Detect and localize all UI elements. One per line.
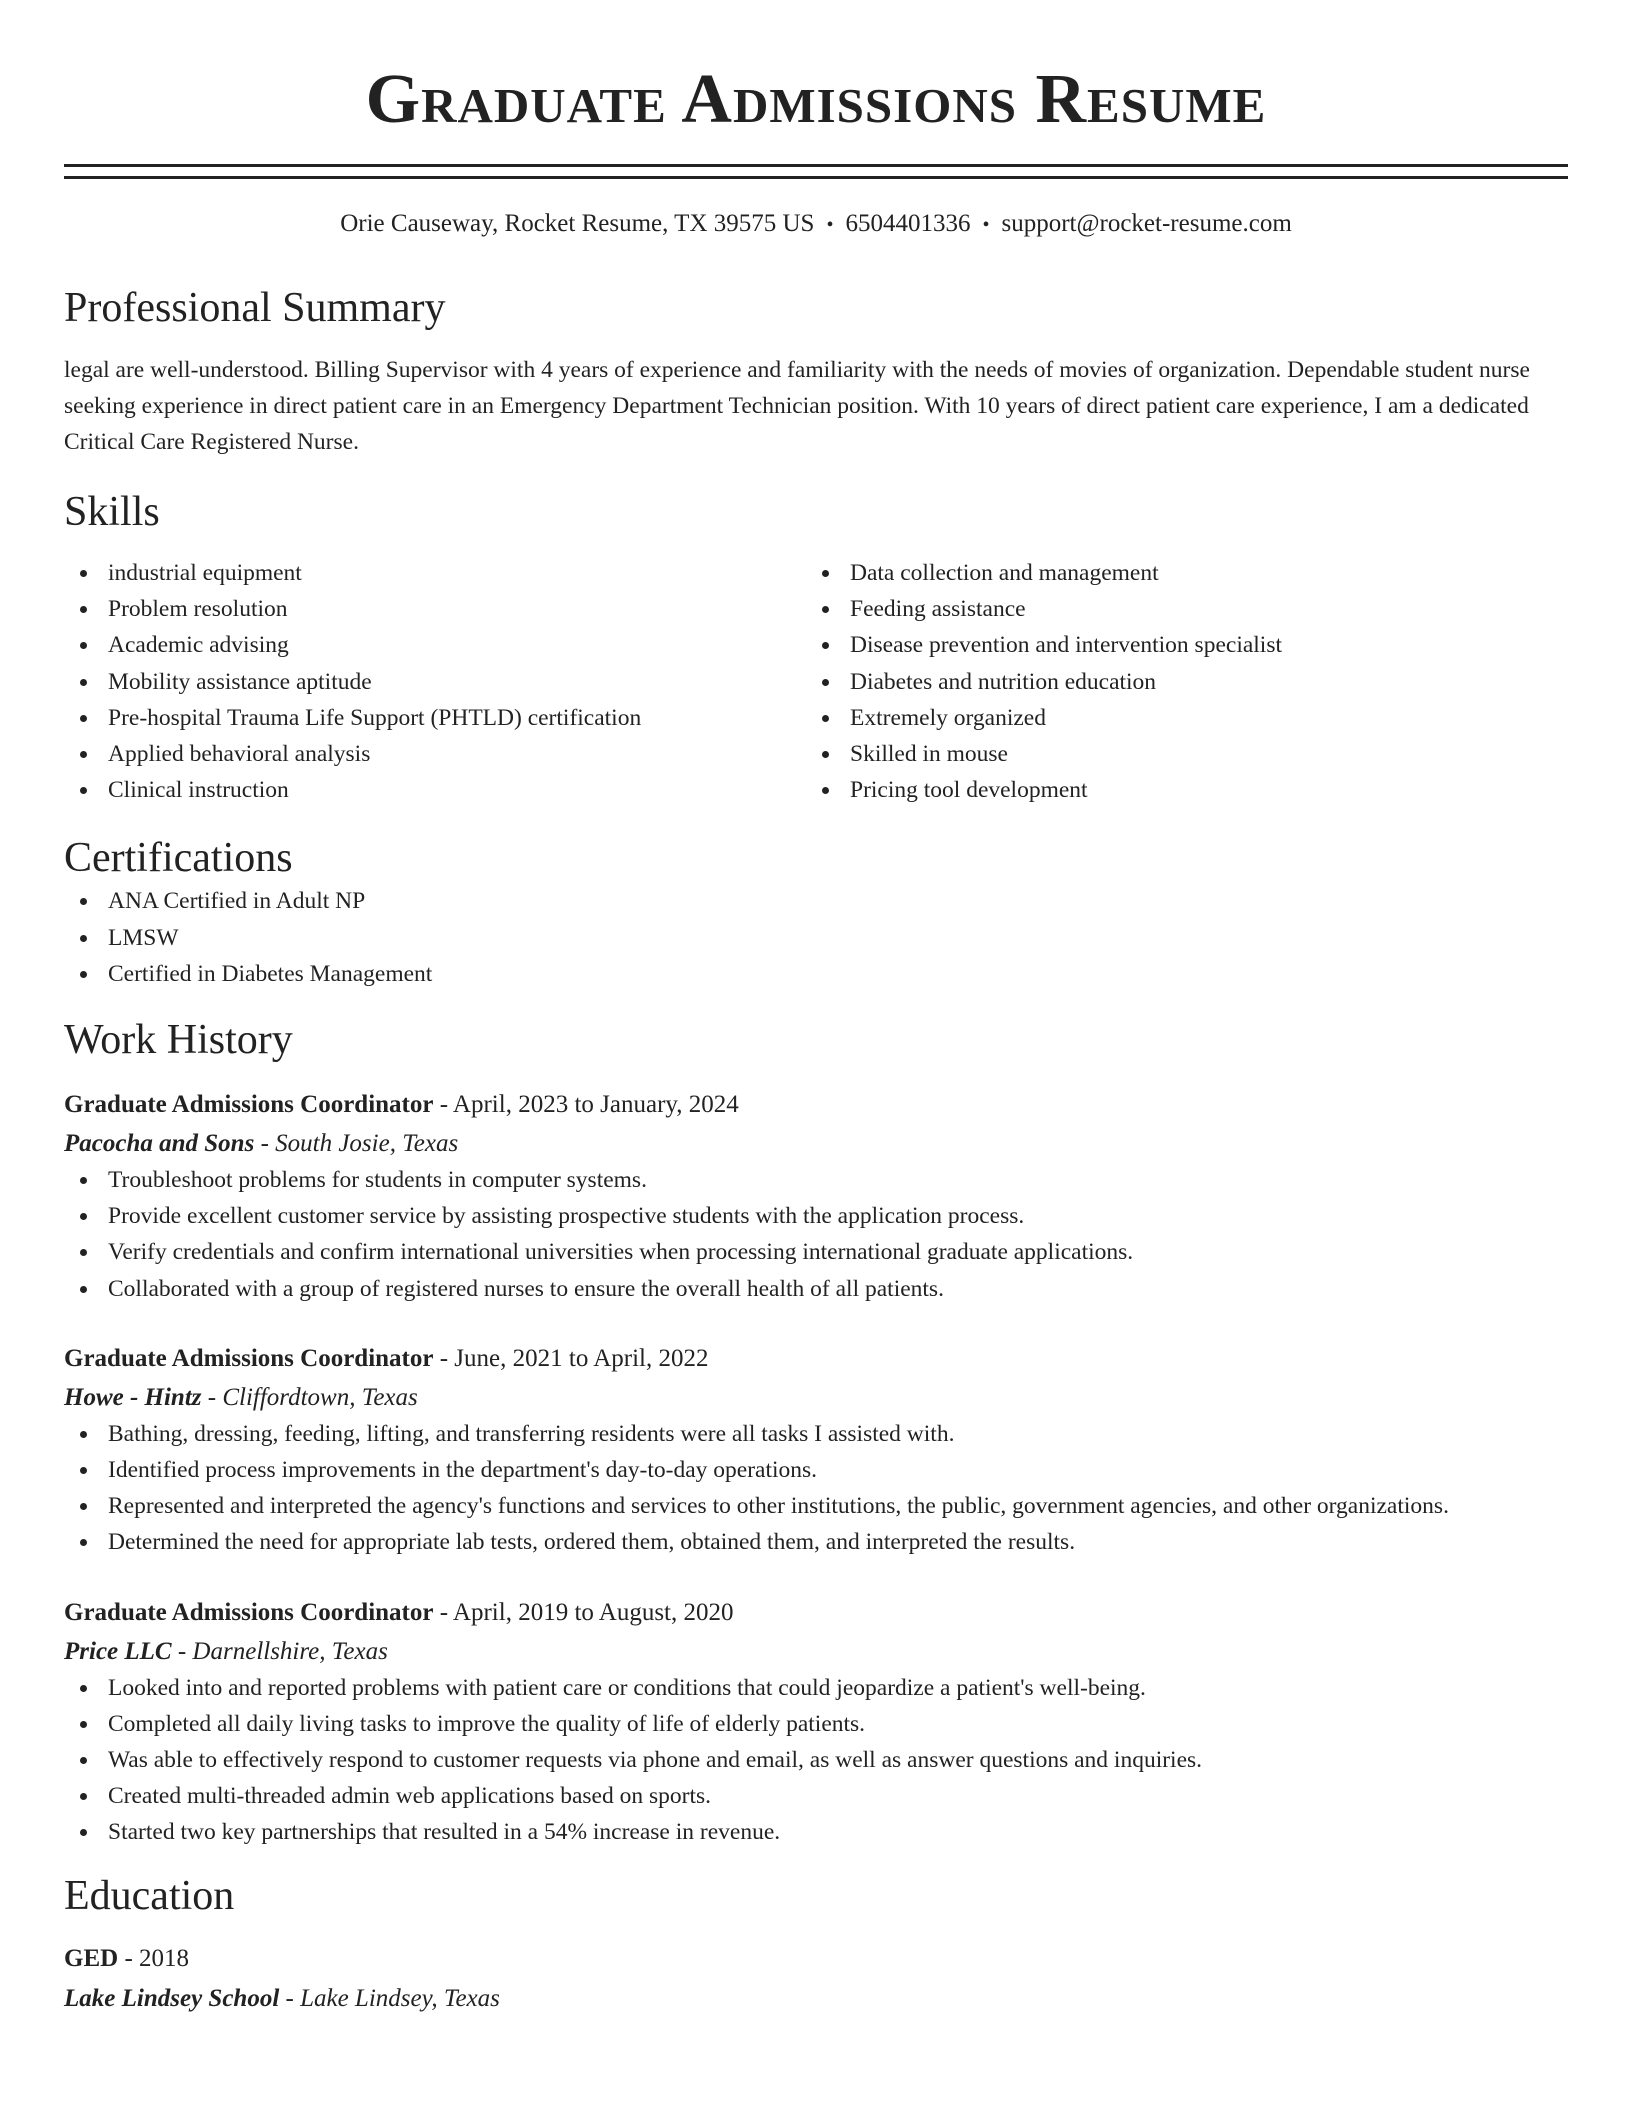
job-location: - South Josie, Texas bbox=[254, 1130, 459, 1158]
resume-page bbox=[64, 0, 1568, 2017]
job-role: Graduate Admissions Coordinator bbox=[64, 1598, 434, 1626]
job-duty-item: Looked into and reported problems with patient care or conditions that could jeopardize a patient's well-being. bbox=[64, 1670, 1568, 1706]
skill-item: Feeding assistance bbox=[806, 591, 1548, 627]
job-duty-item: Completed all daily living tasks to improve the quality of life of elderly patients. bbox=[64, 1706, 1568, 1742]
separator-dot: • bbox=[826, 214, 834, 236]
skill-item: Skilled in mouse bbox=[806, 736, 1548, 772]
job-role: Graduate Admissions Coordinator bbox=[64, 1344, 434, 1372]
job-entry bbox=[64, 1341, 1568, 1561]
education-year: - 2018 bbox=[118, 1944, 190, 1972]
certification-item: LMSW bbox=[64, 920, 1568, 956]
skill-item: Clinical instruction bbox=[64, 772, 806, 808]
job-company-line bbox=[64, 1126, 1568, 1162]
work-history-heading: Work History bbox=[64, 1017, 293, 1064]
job-location: - Darnellshire, Texas bbox=[171, 1637, 388, 1665]
job-company-line bbox=[64, 1634, 1568, 1670]
skill-item: Data collection and management bbox=[806, 555, 1548, 591]
skills-right-list bbox=[806, 555, 1548, 808]
certifications-heading: Certifications bbox=[64, 835, 293, 882]
job-duty-item: Identified process improvements in the department's day-to-day operations. bbox=[64, 1452, 1568, 1488]
job-title-line bbox=[64, 1087, 1568, 1123]
education-school-line bbox=[64, 1981, 1568, 2017]
education-school: Lake Lindsey School bbox=[64, 1984, 280, 2012]
job-company: Pacocha and Sons bbox=[64, 1130, 255, 1158]
education-heading: Education bbox=[64, 1872, 235, 1919]
job-duty-item: Determined the need for appropriate lab tests, ordered them, obtained them, and interpreted the results. bbox=[64, 1524, 1568, 1560]
job-duties-list bbox=[64, 1670, 1568, 1851]
job-company-line bbox=[64, 1380, 1568, 1416]
job-duty-item: Troubleshoot problems for students in computer systems. bbox=[64, 1162, 1568, 1198]
education-entry bbox=[64, 1941, 1568, 2017]
title-divider bbox=[64, 164, 1568, 179]
skill-item: Mobility assistance aptitude bbox=[64, 664, 806, 700]
job-duty-item: Started two key partnerships that resulted in a 54% increase in revenue. bbox=[64, 1814, 1568, 1850]
separator-dot: • bbox=[982, 214, 990, 236]
job-duties-list bbox=[64, 1162, 1568, 1307]
skill-item: Extremely organized bbox=[806, 700, 1548, 736]
job-duty-item: Collaborated with a group of registered nurses to ensure the overall health of all patients. bbox=[64, 1271, 1568, 1307]
contact-line bbox=[64, 207, 1568, 242]
summary-heading: Professional Summary bbox=[64, 285, 446, 331]
job-company: Howe - Hintz bbox=[64, 1383, 202, 1411]
skills-left-list bbox=[64, 555, 806, 808]
skill-item: Problem resolution bbox=[64, 591, 806, 627]
summary-text: legal are well-understood. Billing Supervisor with 4 years of experience and familiarity with the needs of movies of organization. Dependable student nurse seeking experience in direct patient care in an Emergency Department Technician position. With 10 years of direct patient care experience, I am a dedicated Critical Care Registered Nurse. bbox=[64, 357, 1530, 455]
job-company: Price LLC bbox=[64, 1637, 172, 1665]
job-duty-item: Provide excellent customer service by assisting prospective students with the application process. bbox=[64, 1198, 1568, 1234]
skill-item: Pre-hospital Trauma Life Support (PHTLD) certification bbox=[64, 700, 806, 736]
education-degree: GED bbox=[64, 1944, 119, 1972]
job-role: Graduate Admissions Coordinator bbox=[64, 1091, 434, 1119]
skills-grid bbox=[64, 555, 1568, 808]
job-duty-item: Verify credentials and confirm international universities when processing international graduate applications. bbox=[64, 1234, 1568, 1270]
contact-phone: 6504401336 bbox=[845, 210, 971, 237]
contact-address: Orie Causeway, Rocket Resume, TX 39575 US bbox=[340, 210, 815, 237]
resume-title: Graduate Admissions Resume bbox=[365, 61, 1267, 138]
education-location: - Lake Lindsey, Texas bbox=[279, 1984, 500, 2012]
job-title-line bbox=[64, 1595, 1568, 1631]
job-location: - Cliffordtown, Texas bbox=[201, 1383, 418, 1411]
job-duty-item: Represented and interpreted the agency's functions and services to other institutions, the public, government agencies, and other organizations. bbox=[64, 1488, 1568, 1524]
job-dates: - April, 2023 to January, 2024 bbox=[433, 1091, 739, 1119]
job-dates: - April, 2019 to August, 2020 bbox=[433, 1598, 734, 1626]
skills-heading: Skills bbox=[64, 489, 160, 535]
job-duty-item: Was able to effectively respond to customer requests via phone and email, as well as answer questions and inquiries. bbox=[64, 1742, 1568, 1778]
certification-item: Certified in Diabetes Management bbox=[64, 956, 1568, 992]
skill-item: Academic advising bbox=[64, 627, 806, 663]
certification-item: ANA Certified in Adult NP bbox=[64, 883, 1568, 919]
job-dates: - June, 2021 to April, 2022 bbox=[433, 1344, 709, 1372]
job-entry bbox=[64, 1087, 1568, 1307]
skill-item: Diabetes and nutrition education bbox=[806, 664, 1548, 700]
contact-email: support@rocket-resume.com bbox=[1001, 210, 1292, 237]
education-degree-line bbox=[64, 1941, 1568, 1977]
skill-item: Disease prevention and intervention specialist bbox=[806, 627, 1548, 663]
skill-item: Applied behavioral analysis bbox=[64, 736, 806, 772]
job-duty-item: Bathing, dressing, feeding, lifting, and transferring residents were all tasks I assisted with. bbox=[64, 1416, 1568, 1452]
skill-item: Pricing tool development bbox=[806, 772, 1548, 808]
job-entry bbox=[64, 1595, 1568, 1851]
job-title-line bbox=[64, 1341, 1568, 1377]
job-duties-list bbox=[64, 1416, 1568, 1561]
job-duty-item: Created multi-threaded admin web applications based on sports. bbox=[64, 1778, 1568, 1814]
skill-item: industrial equipment bbox=[64, 555, 806, 591]
certifications-list bbox=[64, 883, 1568, 992]
